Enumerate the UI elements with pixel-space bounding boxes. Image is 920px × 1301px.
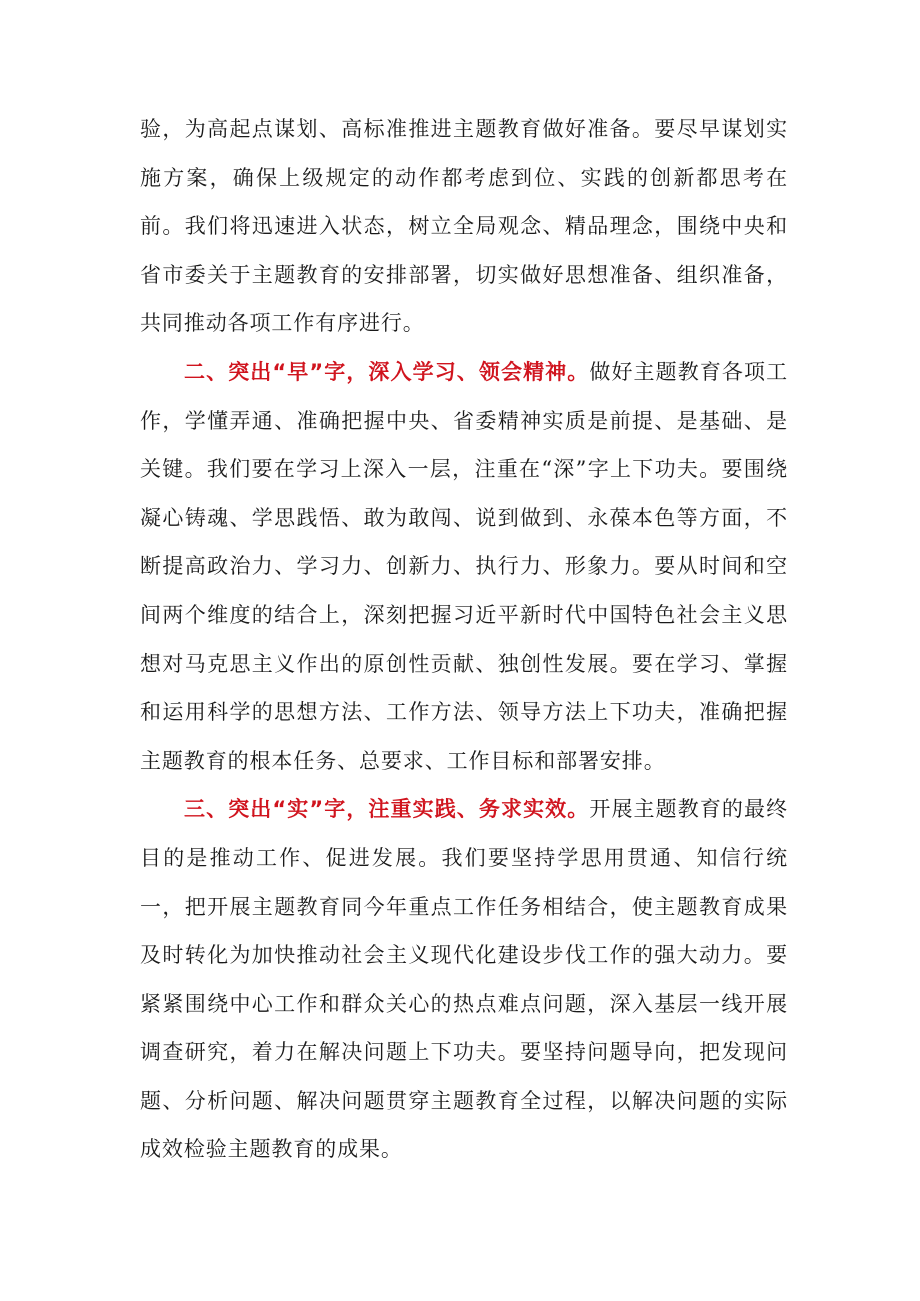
section-2-heading: 二、突出“早”字，深入学习、领会精神。 (184, 359, 590, 384)
document-body (140, 105, 788, 1174)
section-3-heading: 三、突出“实”字，注重实践、务求实效。 (184, 797, 590, 822)
section-3-body: 开展主题教育的最终目的是推动工作、促进发展。我们要坚持学思用贯通、知信行统一，把开展主题教育同今年重点工作任务相结合，使主题教育成果及时转化为加快推动社会主义现代化建设步伐工作的强大动力。要紧紧围绕中心工作和群众关心的热点难点问题，深入基层一线开展调查研究，着力在解决问题上下功夫。要坚持问题导向，把发现问题、分析问题、解决问题贯穿主题教育全过程，以解决问题的实际成效检验主题教育的成果。 (140, 797, 788, 1162)
paragraph-section-2 (140, 348, 788, 785)
paragraph-continuation: 验，为高起点谋划、高标准推进主题教育做好准备。要尽早谋划实施方案，确保上级规定的动作都考虑到位、实践的创新都思考在前。我们将迅速进入状态，树立全局观念、精品理念，围绕中央和省市委关于主题教育的安排部署，切实做好思想准备、组织准备，共同推动各项工作有序进行。 (140, 117, 788, 336)
paragraph-section-3 (140, 785, 788, 1174)
section-2-body: 做好主题教育各项工作，学懂弄通、准确把握中央、省委精神实质是前提、是基础、是关键。我们要在学习上深入一层，注重在“深”字上下功夫。要围绕凝心铸魂、学思践悟、敢为敢闯、说到做到、永葆本色等方面，不断提高政治力、学习力、创新力、执行力、形象力。要从时间和空间两个维度的结合上，深刻把握习近平新时代中国特色社会主义思想对马克思主义作出的原创性贡献、独创性发展。要在学习、掌握和运用科学的思想方法、工作方法、领导方法上下功夫，准确把握主题教育的根本任务、总要求、工作目标和部署安排。 (140, 359, 788, 773)
